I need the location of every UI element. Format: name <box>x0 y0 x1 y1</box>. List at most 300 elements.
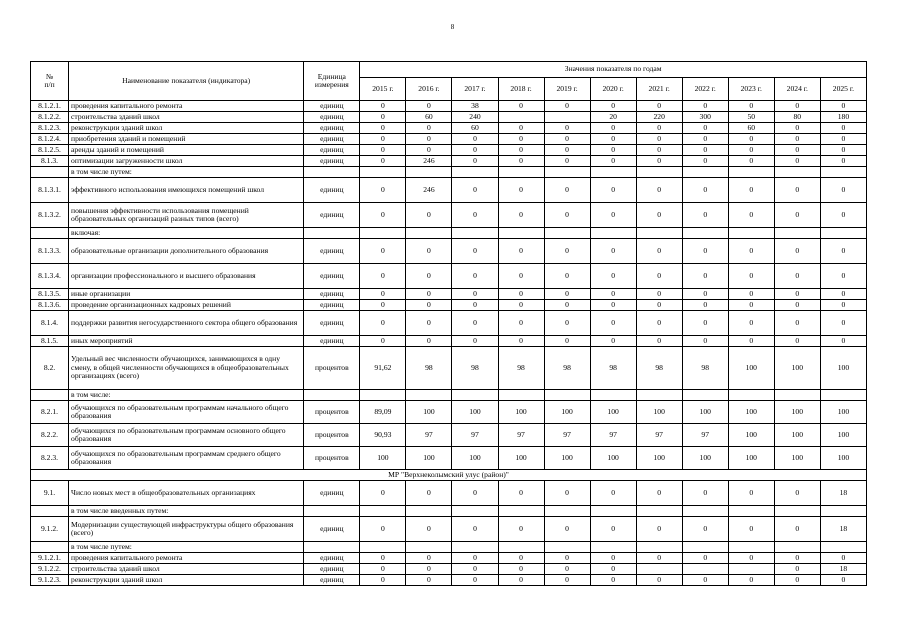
value-cell: 0 <box>498 564 544 575</box>
empty-cell <box>304 228 360 239</box>
value-cell: 0 <box>406 300 452 311</box>
value-cell: 0 <box>728 300 774 311</box>
value-cell: 100 <box>774 401 820 424</box>
value-cell: 0 <box>544 203 590 228</box>
row-number: 8.1.2.1. <box>31 101 69 112</box>
empty-cell <box>728 228 774 239</box>
value-cell: 0 <box>728 517 774 542</box>
value-cell: 0 <box>544 123 590 134</box>
value-cell: 100 <box>544 447 590 470</box>
indicator-name: повышения эффективности использования помещений образовательных организаций разных типов (всего) <box>69 203 304 228</box>
table-row <box>31 553 867 564</box>
value-cell: 0 <box>360 336 406 347</box>
value-cell: 18 <box>820 564 866 575</box>
row-number: 8.1.2.4. <box>31 134 69 145</box>
value-cell: 0 <box>544 264 590 289</box>
empty-cell <box>452 542 498 553</box>
value-cell <box>682 564 728 575</box>
year-header: 2018 г. <box>498 78 544 101</box>
value-cell: 0 <box>774 145 820 156</box>
row-number: 9.1.2.2. <box>31 564 69 575</box>
value-cell: 0 <box>544 300 590 311</box>
value-cell: 100 <box>452 447 498 470</box>
empty-cell <box>498 506 544 517</box>
value-cell: 0 <box>452 336 498 347</box>
table-row <box>31 401 867 424</box>
value-cell: 0 <box>544 101 590 112</box>
indicator-name: строительства зданий школ <box>69 564 304 575</box>
value-cell: 0 <box>820 134 866 145</box>
value-cell: 100 <box>774 347 820 390</box>
unit-cell: единиц <box>304 311 360 336</box>
table-row <box>31 564 867 575</box>
empty-cell <box>304 167 360 178</box>
table-row <box>31 447 867 470</box>
empty-cell <box>590 506 636 517</box>
value-cell: 0 <box>498 517 544 542</box>
value-cell: 100 <box>544 401 590 424</box>
empty-cell <box>682 542 728 553</box>
value-cell: 0 <box>452 264 498 289</box>
year-header: 2019 г. <box>544 78 590 101</box>
value-cell: 0 <box>590 145 636 156</box>
row-number: 8.1.3.4. <box>31 264 69 289</box>
row-number: 8.1.3.1. <box>31 178 69 203</box>
unit-cell: процентов <box>304 401 360 424</box>
value-cell: 0 <box>820 101 866 112</box>
unit-cell: единиц <box>304 239 360 264</box>
value-cell: 0 <box>820 575 866 586</box>
value-cell: 50 <box>728 112 774 123</box>
value-cell: 0 <box>774 289 820 300</box>
empty-cell <box>544 506 590 517</box>
empty-cell <box>498 542 544 553</box>
table-row <box>31 134 867 145</box>
value-cell: 0 <box>728 239 774 264</box>
value-cell: 0 <box>636 481 682 506</box>
value-cell: 0 <box>636 101 682 112</box>
value-cell: 0 <box>452 156 498 167</box>
value-cell: 0 <box>406 203 452 228</box>
value-cell: 0 <box>636 553 682 564</box>
value-cell: 0 <box>728 134 774 145</box>
value-cell: 20 <box>590 112 636 123</box>
empty-cell <box>774 506 820 517</box>
value-cell: 180 <box>820 112 866 123</box>
value-cell: 0 <box>682 239 728 264</box>
value-cell: 0 <box>682 553 728 564</box>
value-cell: 0 <box>498 311 544 336</box>
unit-cell: единиц <box>304 300 360 311</box>
value-cell: 0 <box>360 112 406 123</box>
table-row <box>31 112 867 123</box>
value-cell: 0 <box>590 123 636 134</box>
value-cell: 0 <box>590 311 636 336</box>
subgroup-label-row <box>31 542 867 553</box>
value-cell: 0 <box>590 481 636 506</box>
value-cell: 0 <box>774 517 820 542</box>
empty-cell <box>498 390 544 401</box>
value-cell: 0 <box>636 517 682 542</box>
value-cell: 0 <box>452 203 498 228</box>
empty-cell <box>636 167 682 178</box>
value-cell: 0 <box>452 517 498 542</box>
row-number: 8.2.1. <box>31 401 69 424</box>
unit-cell: единиц <box>304 112 360 123</box>
value-cell: 0 <box>406 289 452 300</box>
table-row <box>31 311 867 336</box>
value-cell: 100 <box>406 401 452 424</box>
value-cell: 0 <box>360 300 406 311</box>
value-cell: 0 <box>636 239 682 264</box>
value-cell: 0 <box>682 336 728 347</box>
value-cell: 100 <box>728 424 774 447</box>
value-cell: 0 <box>820 145 866 156</box>
value-cell: 100 <box>406 447 452 470</box>
value-cell: 97 <box>498 424 544 447</box>
value-cell: 0 <box>636 300 682 311</box>
row-number: 8.1.3. <box>31 156 69 167</box>
empty-cell <box>31 542 69 553</box>
empty-cell <box>544 167 590 178</box>
value-cell: 0 <box>774 264 820 289</box>
unit-cell: единиц <box>304 481 360 506</box>
value-cell: 0 <box>406 517 452 542</box>
value-cell: 0 <box>774 239 820 264</box>
value-cell: 0 <box>406 481 452 506</box>
value-cell: 0 <box>728 336 774 347</box>
empty-cell <box>31 228 69 239</box>
indicator-name: реконструкции зданий школ <box>69 123 304 134</box>
value-cell: 100 <box>728 347 774 390</box>
empty-cell <box>820 167 866 178</box>
empty-cell <box>498 228 544 239</box>
empty-cell <box>406 506 452 517</box>
value-cell: 0 <box>360 178 406 203</box>
indicators-table <box>30 61 867 586</box>
value-cell: 0 <box>728 289 774 300</box>
row-number: 8.1.4. <box>31 311 69 336</box>
value-cell: 0 <box>452 311 498 336</box>
empty-cell <box>636 542 682 553</box>
indicator-name: оптимизации загруженности школ <box>69 156 304 167</box>
row-number: 8.1.2.2. <box>31 112 69 123</box>
value-cell: 0 <box>636 575 682 586</box>
value-cell: 0 <box>360 517 406 542</box>
unit-cell: единиц <box>304 553 360 564</box>
value-cell: 0 <box>360 564 406 575</box>
value-cell: 0 <box>728 264 774 289</box>
value-cell: 0 <box>544 564 590 575</box>
value-cell: 0 <box>682 145 728 156</box>
empty-cell <box>452 228 498 239</box>
value-cell: 0 <box>682 156 728 167</box>
table-row <box>31 145 867 156</box>
value-cell: 0 <box>820 336 866 347</box>
value-cell: 0 <box>360 239 406 264</box>
value-cell: 0 <box>452 289 498 300</box>
empty-cell <box>360 167 406 178</box>
value-cell: 0 <box>544 289 590 300</box>
row-number: 8.1.3.2. <box>31 203 69 228</box>
section-header-row <box>31 470 867 481</box>
empty-cell <box>636 390 682 401</box>
indicator-name: иные организации <box>69 289 304 300</box>
unit-cell: единиц <box>304 517 360 542</box>
empty-cell <box>636 228 682 239</box>
value-cell: 220 <box>636 112 682 123</box>
table-row <box>31 575 867 586</box>
value-cell <box>498 112 544 123</box>
empty-cell <box>682 390 728 401</box>
value-cell: 100 <box>820 447 866 470</box>
value-cell: 0 <box>774 101 820 112</box>
value-cell: 18 <box>820 481 866 506</box>
section-title: МР "Верхнеколымский улус (район)" <box>31 470 867 481</box>
value-cell: 0 <box>360 123 406 134</box>
unit-cell: единиц <box>304 123 360 134</box>
value-cell: 38 <box>452 101 498 112</box>
value-cell: 0 <box>590 134 636 145</box>
value-cell: 98 <box>636 347 682 390</box>
table-row <box>31 101 867 112</box>
row-number: 9.1.2. <box>31 517 69 542</box>
value-cell: 0 <box>820 239 866 264</box>
value-cell: 0 <box>820 156 866 167</box>
value-cell: 0 <box>590 101 636 112</box>
value-cell: 0 <box>498 101 544 112</box>
value-cell: 98 <box>590 347 636 390</box>
unit-cell: единиц <box>304 134 360 145</box>
value-cell: 0 <box>360 289 406 300</box>
empty-cell <box>304 542 360 553</box>
value-cell: 98 <box>406 347 452 390</box>
value-cell: 0 <box>590 264 636 289</box>
value-cell: 0 <box>728 553 774 564</box>
value-cell: 0 <box>544 239 590 264</box>
table-row <box>31 239 867 264</box>
value-cell: 0 <box>682 123 728 134</box>
empty-cell <box>728 506 774 517</box>
value-cell: 0 <box>360 203 406 228</box>
col-header-number: № п/п <box>31 62 69 101</box>
empty-cell <box>590 390 636 401</box>
value-cell: 0 <box>590 336 636 347</box>
unit-cell: единиц <box>304 203 360 228</box>
value-cell: 0 <box>360 553 406 564</box>
subgroup-label-row <box>31 390 867 401</box>
value-cell: 0 <box>360 101 406 112</box>
value-cell: 0 <box>636 336 682 347</box>
value-cell: 0 <box>498 203 544 228</box>
year-header: 2016 г. <box>406 78 452 101</box>
value-cell: 100 <box>360 447 406 470</box>
value-cell: 246 <box>406 156 452 167</box>
unit-cell: единиц <box>304 564 360 575</box>
empty-cell <box>820 228 866 239</box>
empty-cell <box>590 228 636 239</box>
value-cell: 0 <box>452 575 498 586</box>
value-cell: 0 <box>498 239 544 264</box>
unit-cell: процентов <box>304 447 360 470</box>
value-cell: 0 <box>498 553 544 564</box>
value-cell: 100 <box>774 424 820 447</box>
indicator-name: приобретения зданий и помещений <box>69 134 304 145</box>
value-cell: 0 <box>360 311 406 336</box>
value-cell: 97 <box>452 424 498 447</box>
indicator-name: образовательные организации дополнительного образования <box>69 239 304 264</box>
value-cell: 0 <box>774 134 820 145</box>
value-cell: 0 <box>406 564 452 575</box>
value-cell: 0 <box>544 145 590 156</box>
value-cell: 60 <box>406 112 452 123</box>
value-cell: 0 <box>406 553 452 564</box>
value-cell: 0 <box>682 203 728 228</box>
value-cell: 0 <box>544 134 590 145</box>
subgroup-label-row <box>31 228 867 239</box>
empty-cell <box>774 542 820 553</box>
value-cell: 0 <box>406 575 452 586</box>
value-cell: 0 <box>590 203 636 228</box>
empty-cell <box>728 390 774 401</box>
value-cell: 0 <box>820 300 866 311</box>
value-cell: 98 <box>498 347 544 390</box>
value-cell: 0 <box>682 311 728 336</box>
value-cell: 0 <box>360 156 406 167</box>
empty-cell <box>360 506 406 517</box>
value-cell: 0 <box>406 101 452 112</box>
empty-cell <box>406 167 452 178</box>
value-cell: 100 <box>820 347 866 390</box>
table-row <box>31 424 867 447</box>
value-cell: 0 <box>452 564 498 575</box>
value-cell: 0 <box>406 123 452 134</box>
subgroup-label: включая: <box>69 228 304 239</box>
value-cell: 0 <box>682 264 728 289</box>
value-cell: 246 <box>406 178 452 203</box>
value-cell: 0 <box>774 300 820 311</box>
subgroup-label: в том числе введенных путем: <box>69 506 304 517</box>
empty-cell <box>590 167 636 178</box>
year-header: 2021 г. <box>636 78 682 101</box>
value-cell: 0 <box>774 203 820 228</box>
value-cell: 100 <box>498 401 544 424</box>
value-cell: 0 <box>590 300 636 311</box>
empty-cell <box>360 390 406 401</box>
value-cell: 0 <box>636 264 682 289</box>
value-cell: 0 <box>544 156 590 167</box>
value-cell: 0 <box>636 178 682 203</box>
subgroup-label: в том числе путем: <box>69 542 304 553</box>
value-cell: 0 <box>820 178 866 203</box>
year-header: 2022 г. <box>682 78 728 101</box>
empty-cell <box>360 228 406 239</box>
value-cell: 0 <box>728 156 774 167</box>
empty-cell <box>682 506 728 517</box>
indicator-name: иных мероприятий <box>69 336 304 347</box>
empty-cell <box>406 228 452 239</box>
value-cell: 0 <box>820 553 866 564</box>
empty-cell <box>682 228 728 239</box>
year-header: 2023 г. <box>728 78 774 101</box>
year-header: 2017 г. <box>452 78 498 101</box>
value-cell: 0 <box>636 134 682 145</box>
value-cell <box>544 112 590 123</box>
value-cell: 0 <box>682 134 728 145</box>
subgroup-label: в том числе: <box>69 390 304 401</box>
empty-cell <box>452 390 498 401</box>
value-cell: 0 <box>360 575 406 586</box>
value-cell: 97 <box>406 424 452 447</box>
value-cell: 0 <box>498 300 544 311</box>
row-number: 9.1.2.1. <box>31 553 69 564</box>
indicator-name: организации профессионального и высшего образования <box>69 264 304 289</box>
row-number: 9.1.2.3. <box>31 575 69 586</box>
empty-cell <box>728 167 774 178</box>
table-row <box>31 300 867 311</box>
value-cell: 0 <box>360 134 406 145</box>
empty-cell <box>452 506 498 517</box>
empty-cell <box>406 390 452 401</box>
subgroup-label-row <box>31 506 867 517</box>
empty-cell <box>682 167 728 178</box>
value-cell: 100 <box>636 447 682 470</box>
row-number: 8.2. <box>31 347 69 390</box>
value-cell: 0 <box>820 123 866 134</box>
value-cell: 91,62 <box>360 347 406 390</box>
value-cell: 98 <box>452 347 498 390</box>
indicator-name: поддержки развития негосударственного сектора общего образования <box>69 311 304 336</box>
value-cell: 0 <box>498 134 544 145</box>
value-cell: 300 <box>682 112 728 123</box>
value-cell: 100 <box>590 401 636 424</box>
value-cell: 0 <box>590 156 636 167</box>
row-number: 8.2.3. <box>31 447 69 470</box>
empty-cell <box>544 228 590 239</box>
empty-cell <box>498 167 544 178</box>
subgroup-label-row <box>31 167 867 178</box>
value-cell: 0 <box>452 481 498 506</box>
year-header: 2025 г. <box>820 78 866 101</box>
value-cell: 0 <box>728 101 774 112</box>
value-cell: 0 <box>406 134 452 145</box>
value-cell: 0 <box>682 481 728 506</box>
value-cell: 100 <box>452 401 498 424</box>
value-cell: 90,93 <box>360 424 406 447</box>
value-cell: 100 <box>590 447 636 470</box>
year-header: 2015 г. <box>360 78 406 101</box>
empty-cell <box>636 506 682 517</box>
value-cell: 100 <box>682 447 728 470</box>
indicator-name: обучающихся по образовательным программам среднего общего образования <box>69 447 304 470</box>
value-cell: 0 <box>636 123 682 134</box>
value-cell: 100 <box>728 447 774 470</box>
value-cell: 0 <box>636 156 682 167</box>
value-cell: 0 <box>774 481 820 506</box>
value-cell: 0 <box>774 178 820 203</box>
value-cell: 0 <box>590 178 636 203</box>
table-row <box>31 347 867 390</box>
value-cell: 0 <box>682 101 728 112</box>
value-cell: 100 <box>820 424 866 447</box>
value-cell: 0 <box>820 289 866 300</box>
empty-cell <box>360 542 406 553</box>
empty-cell <box>728 542 774 553</box>
value-cell: 0 <box>636 145 682 156</box>
value-cell: 0 <box>774 336 820 347</box>
value-cell: 0 <box>498 575 544 586</box>
value-cell: 98 <box>544 347 590 390</box>
